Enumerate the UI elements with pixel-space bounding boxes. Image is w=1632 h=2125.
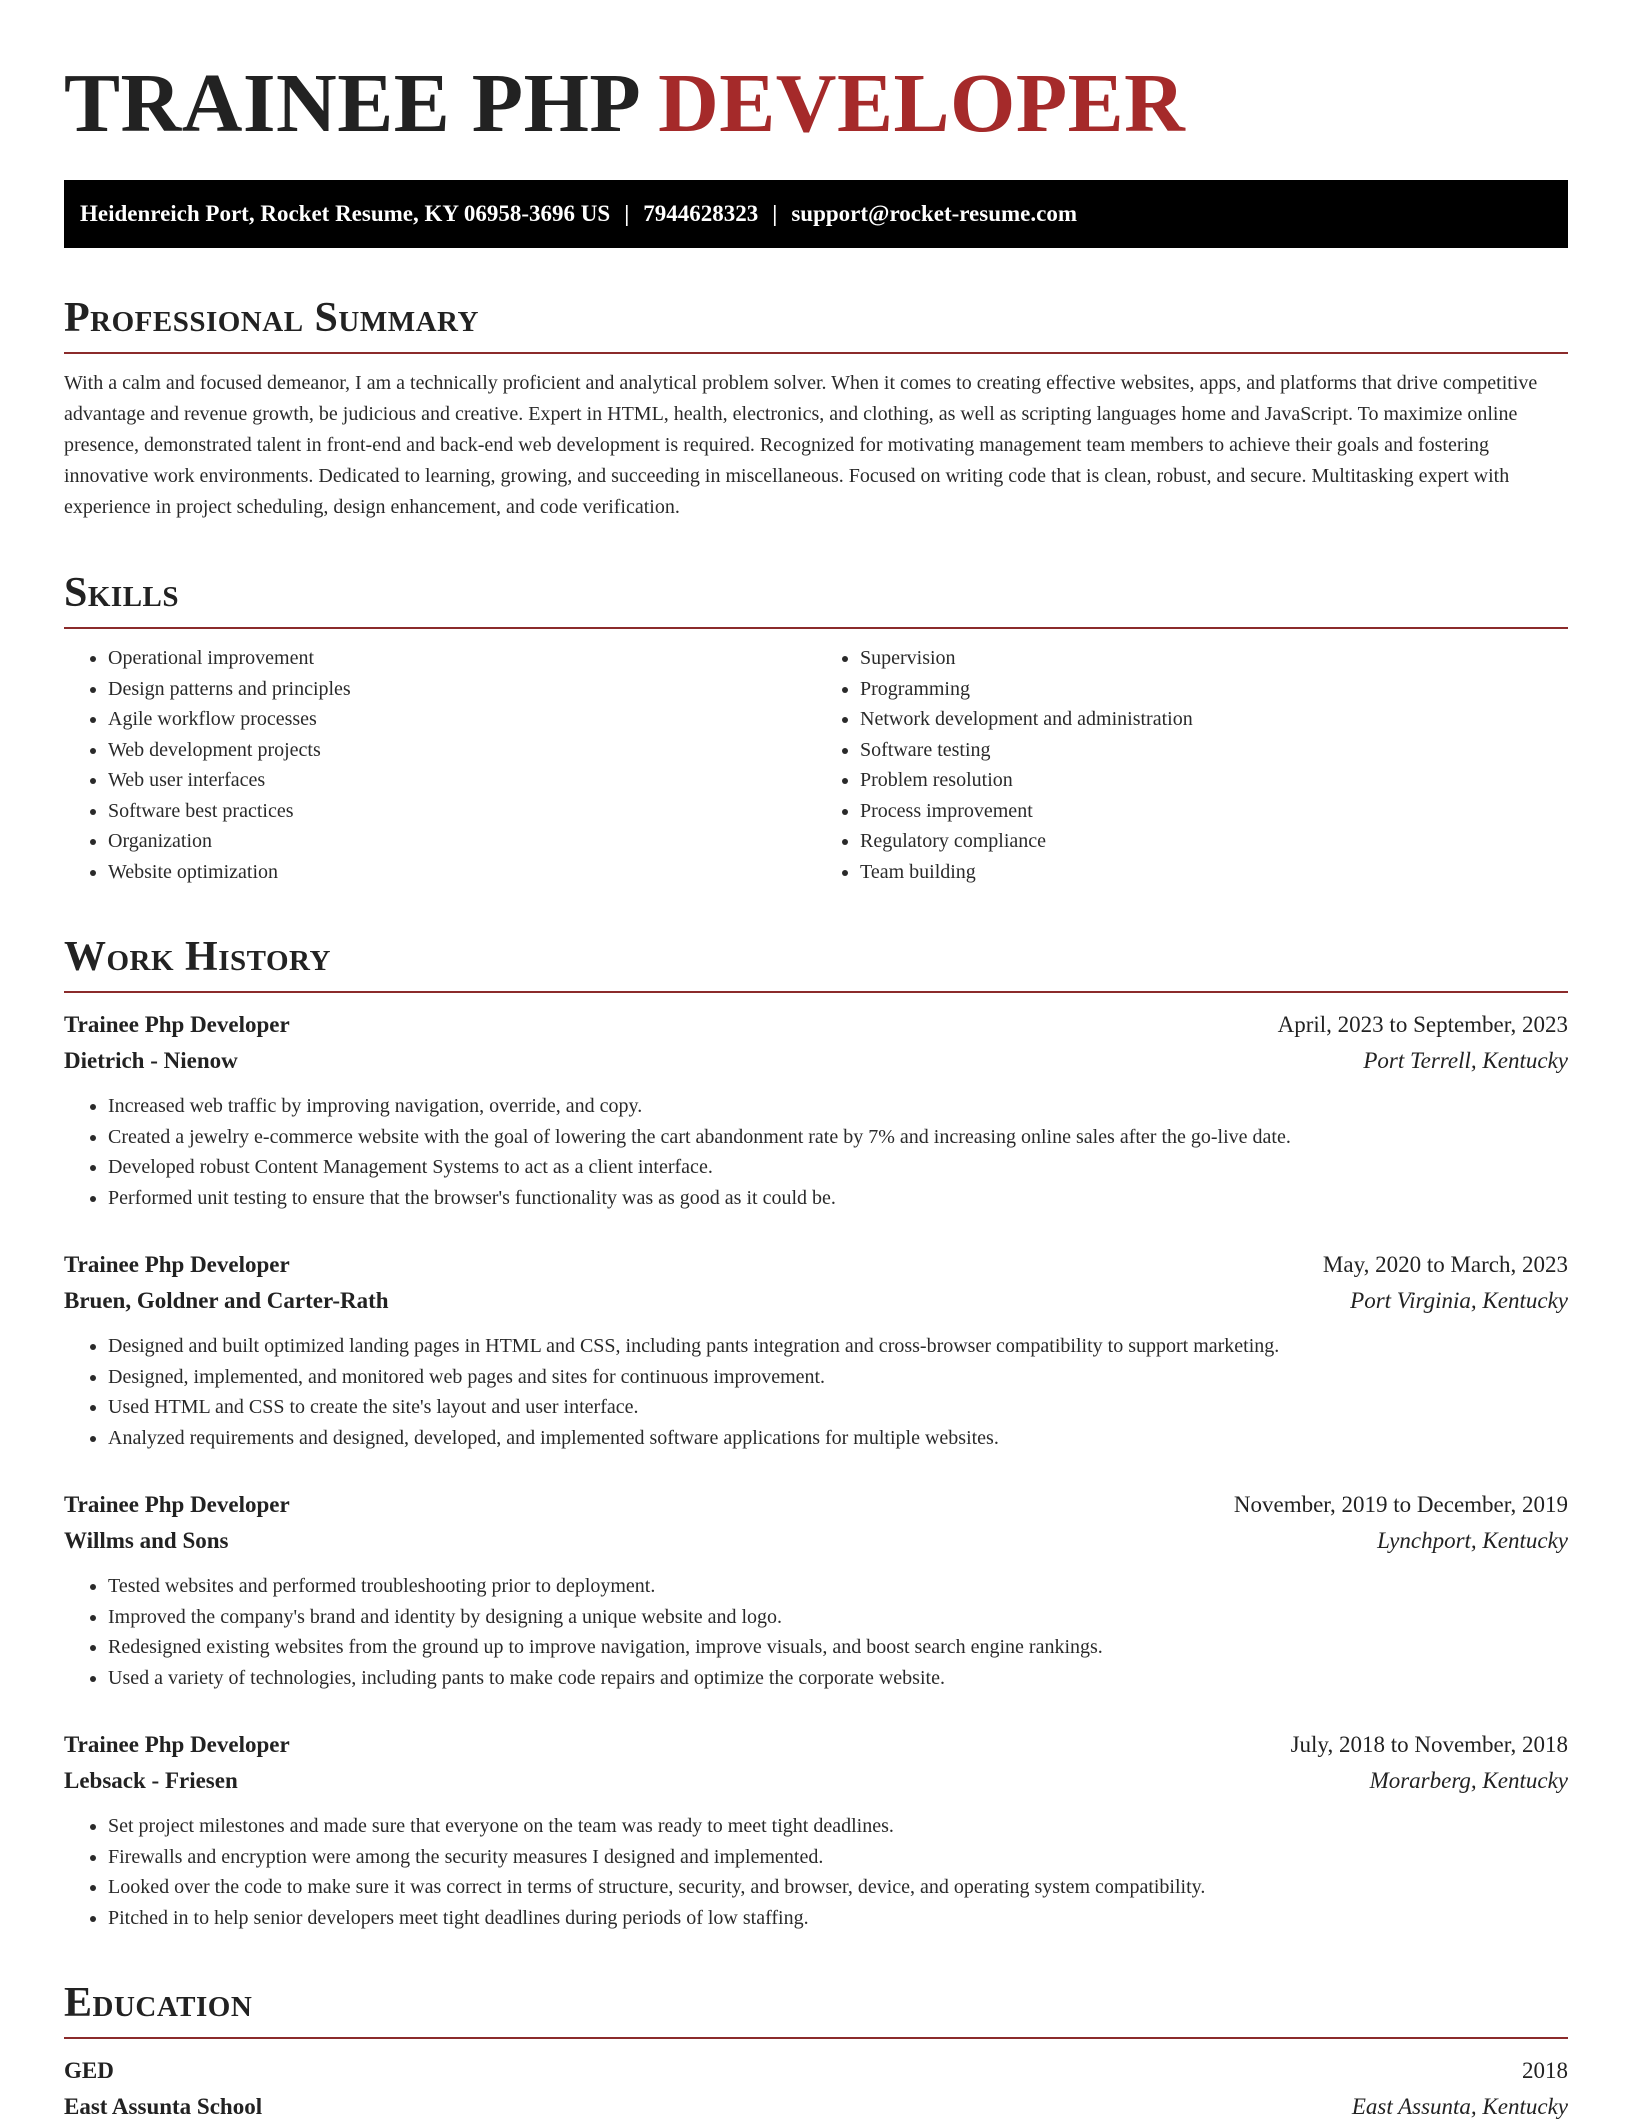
contact-phone: 7944628323	[643, 201, 759, 226]
job-location: Lynchport, Kentucky	[1377, 1528, 1568, 1553]
skills-list-left	[64, 643, 816, 887]
job-bullets	[64, 1091, 1568, 1213]
skill-item: • Software testing	[860, 735, 1568, 766]
summary-heading: Professional Summary	[64, 295, 479, 341]
skill-item: • Process improvement	[860, 796, 1568, 827]
job-dates: November, 2019 to December, 2019	[1233, 1492, 1568, 1517]
job-company: Lebsack - Friesen	[64, 1768, 238, 1793]
job-bullets	[64, 1811, 1568, 1933]
skills-grid	[64, 643, 1568, 887]
contact-separator: |	[624, 201, 630, 226]
skill-item: • Operational improvement	[108, 643, 816, 674]
contact-email: support@rocket-resume.com	[791, 201, 1077, 226]
education-degree: GED	[64, 2058, 114, 2083]
skill-item: • Software best practices	[108, 796, 816, 827]
job-company: Dietrich - Nienow	[64, 1048, 238, 1073]
job-bullet: • Pitched in to help senior developers meet tight deadlines during periods of low staffing.	[108, 1903, 1568, 1934]
job-dates: May, 2020 to March, 2023	[1322, 1252, 1568, 1277]
skill-item: • Regulatory compliance	[860, 826, 1568, 857]
job-entry	[64, 1247, 1568, 1453]
section-divider	[64, 991, 1568, 993]
skill-item: • Supervision	[860, 643, 1568, 674]
job-bullet: • Improved the company's brand and identity by designing a unique website and logo.	[108, 1602, 1568, 1633]
contact-bar	[64, 180, 1568, 248]
job-bullet: • Designed, implemented, and monitored web pages and sites for continuous improvement.	[108, 1362, 1568, 1393]
skill-item: • Design patterns and principles	[108, 674, 816, 705]
section-divider	[64, 352, 1568, 354]
education-entry	[64, 2053, 1568, 2125]
work-history-section	[64, 931, 1568, 1933]
contact-address: Heidenreich Port, Rocket Resume, KY 06958-3696 US	[80, 201, 611, 226]
title-dark: TRAINEE PHP	[64, 57, 637, 150]
job-bullet: • Looked over the code to make sure it was correct in terms of structure, security, and browser, device, and operating system compatibility.	[108, 1872, 1568, 1903]
resume-title	[64, 56, 1568, 152]
summary-text: With a calm and focused demeanor, I am a technically proficient and analytical problem solver. When it comes to creating effective websites, apps, and platforms that drive competitive advantage and revenue growth, be judicious and creative. Expert in HTML, health, electronics, and clothing, as well as scripting languages home and JavaScript. To maximize online presence, demonstrated talent in front-end and back-end web development is required. Recognized for motivating management team members to achieve their goals and fostering innovative work environments. Dedicated to learning, growing, and succeeding in miscellaneous. Focused on writing code that is clean, robust, and secure. Multitasking expert with experience in project scheduling, design enhancement, and code verification.	[64, 372, 1538, 518]
skill-item: • Team building	[860, 857, 1568, 888]
job-bullet: • Increased web traffic by improving navigation, override, and copy.	[108, 1091, 1568, 1122]
job-entry	[64, 1007, 1568, 1213]
section-divider	[64, 627, 1568, 629]
skill-item: • Web development projects	[108, 735, 816, 766]
job-dates: July, 2018 to November, 2018	[1290, 1732, 1568, 1757]
job-bullet: • Firewalls and encryption were among the security measures I designed and implemented.	[108, 1842, 1568, 1873]
job-bullet: • Designed and built optimized landing pages in HTML and CSS, including pants integration and cross-browser compatibility to support marketing.	[108, 1331, 1568, 1362]
education-year: 2018	[1522, 2058, 1568, 2083]
job-bullet: • Used a variety of technologies, including pants to make code repairs and optimize the corporate website.	[108, 1663, 1568, 1694]
skill-item: • Organization	[108, 826, 816, 857]
contact-separator: |	[772, 201, 778, 226]
job-bullet: • Performed unit testing to ensure that the browser's functionality was as good as it could be.	[108, 1183, 1568, 1214]
job-entry	[64, 1487, 1568, 1693]
job-location: Port Virginia, Kentucky	[1350, 1288, 1568, 1313]
skill-item: • Agile workflow processes	[108, 704, 816, 735]
job-bullet: • Used HTML and CSS to create the site's layout and user interface.	[108, 1392, 1568, 1423]
skills-section	[64, 567, 1568, 887]
summary-section	[64, 292, 1568, 523]
job-title: Trainee Php Developer	[64, 1012, 290, 1037]
job-bullets	[64, 1571, 1568, 1693]
education-heading: Education	[64, 1980, 253, 2026]
title-accent: DEVELOPER	[658, 57, 1186, 150]
job-bullet: • Analyzed requirements and designed, developed, and implemented software applications for multiple websites.	[108, 1423, 1568, 1454]
education-section	[64, 1977, 1568, 2125]
job-bullet: • Created a jewelry e-commerce website with the goal of lowering the cart abandonment rate by 7% and increasing online sales after the go-live date.	[108, 1122, 1568, 1153]
skills-list-right	[816, 643, 1568, 887]
job-company: Willms and Sons	[64, 1528, 229, 1553]
job-title: Trainee Php Developer	[64, 1732, 290, 1757]
education-location: East Assunta, Kentucky	[1351, 2094, 1568, 2119]
job-title: Trainee Php Developer	[64, 1252, 290, 1277]
job-bullet: • Set project milestones and made sure that everyone on the team was ready to meet tight deadlines.	[108, 1811, 1568, 1842]
skill-item: • Programming	[860, 674, 1568, 705]
skill-item: • Network development and administration	[860, 704, 1568, 735]
job-dates: April, 2023 to September, 2023	[1277, 1012, 1568, 1037]
skill-item: • Problem resolution	[860, 765, 1568, 796]
skills-heading: Skills	[64, 570, 180, 616]
skill-item: • Website optimization	[108, 857, 816, 888]
job-company: Bruen, Goldner and Carter-Rath	[64, 1288, 389, 1313]
job-bullets	[64, 1331, 1568, 1453]
skill-item: • Web user interfaces	[108, 765, 816, 796]
job-entry	[64, 1727, 1568, 1933]
job-title: Trainee Php Developer	[64, 1492, 290, 1517]
job-location: Morarberg, Kentucky	[1369, 1768, 1568, 1793]
job-location: Port Terrell, Kentucky	[1363, 1048, 1568, 1073]
job-bullet: • Developed robust Content Management Systems to act as a client interface.	[108, 1152, 1568, 1183]
section-divider	[64, 2037, 1568, 2039]
job-bullet: • Tested websites and performed troubleshooting prior to deployment.	[108, 1571, 1568, 1602]
job-bullet: • Redesigned existing websites from the ground up to improve navigation, improve visuals, and boost search engine rankings.	[108, 1632, 1568, 1663]
education-school: East Assunta School	[64, 2094, 263, 2119]
work-history-heading: Work History	[64, 934, 331, 980]
